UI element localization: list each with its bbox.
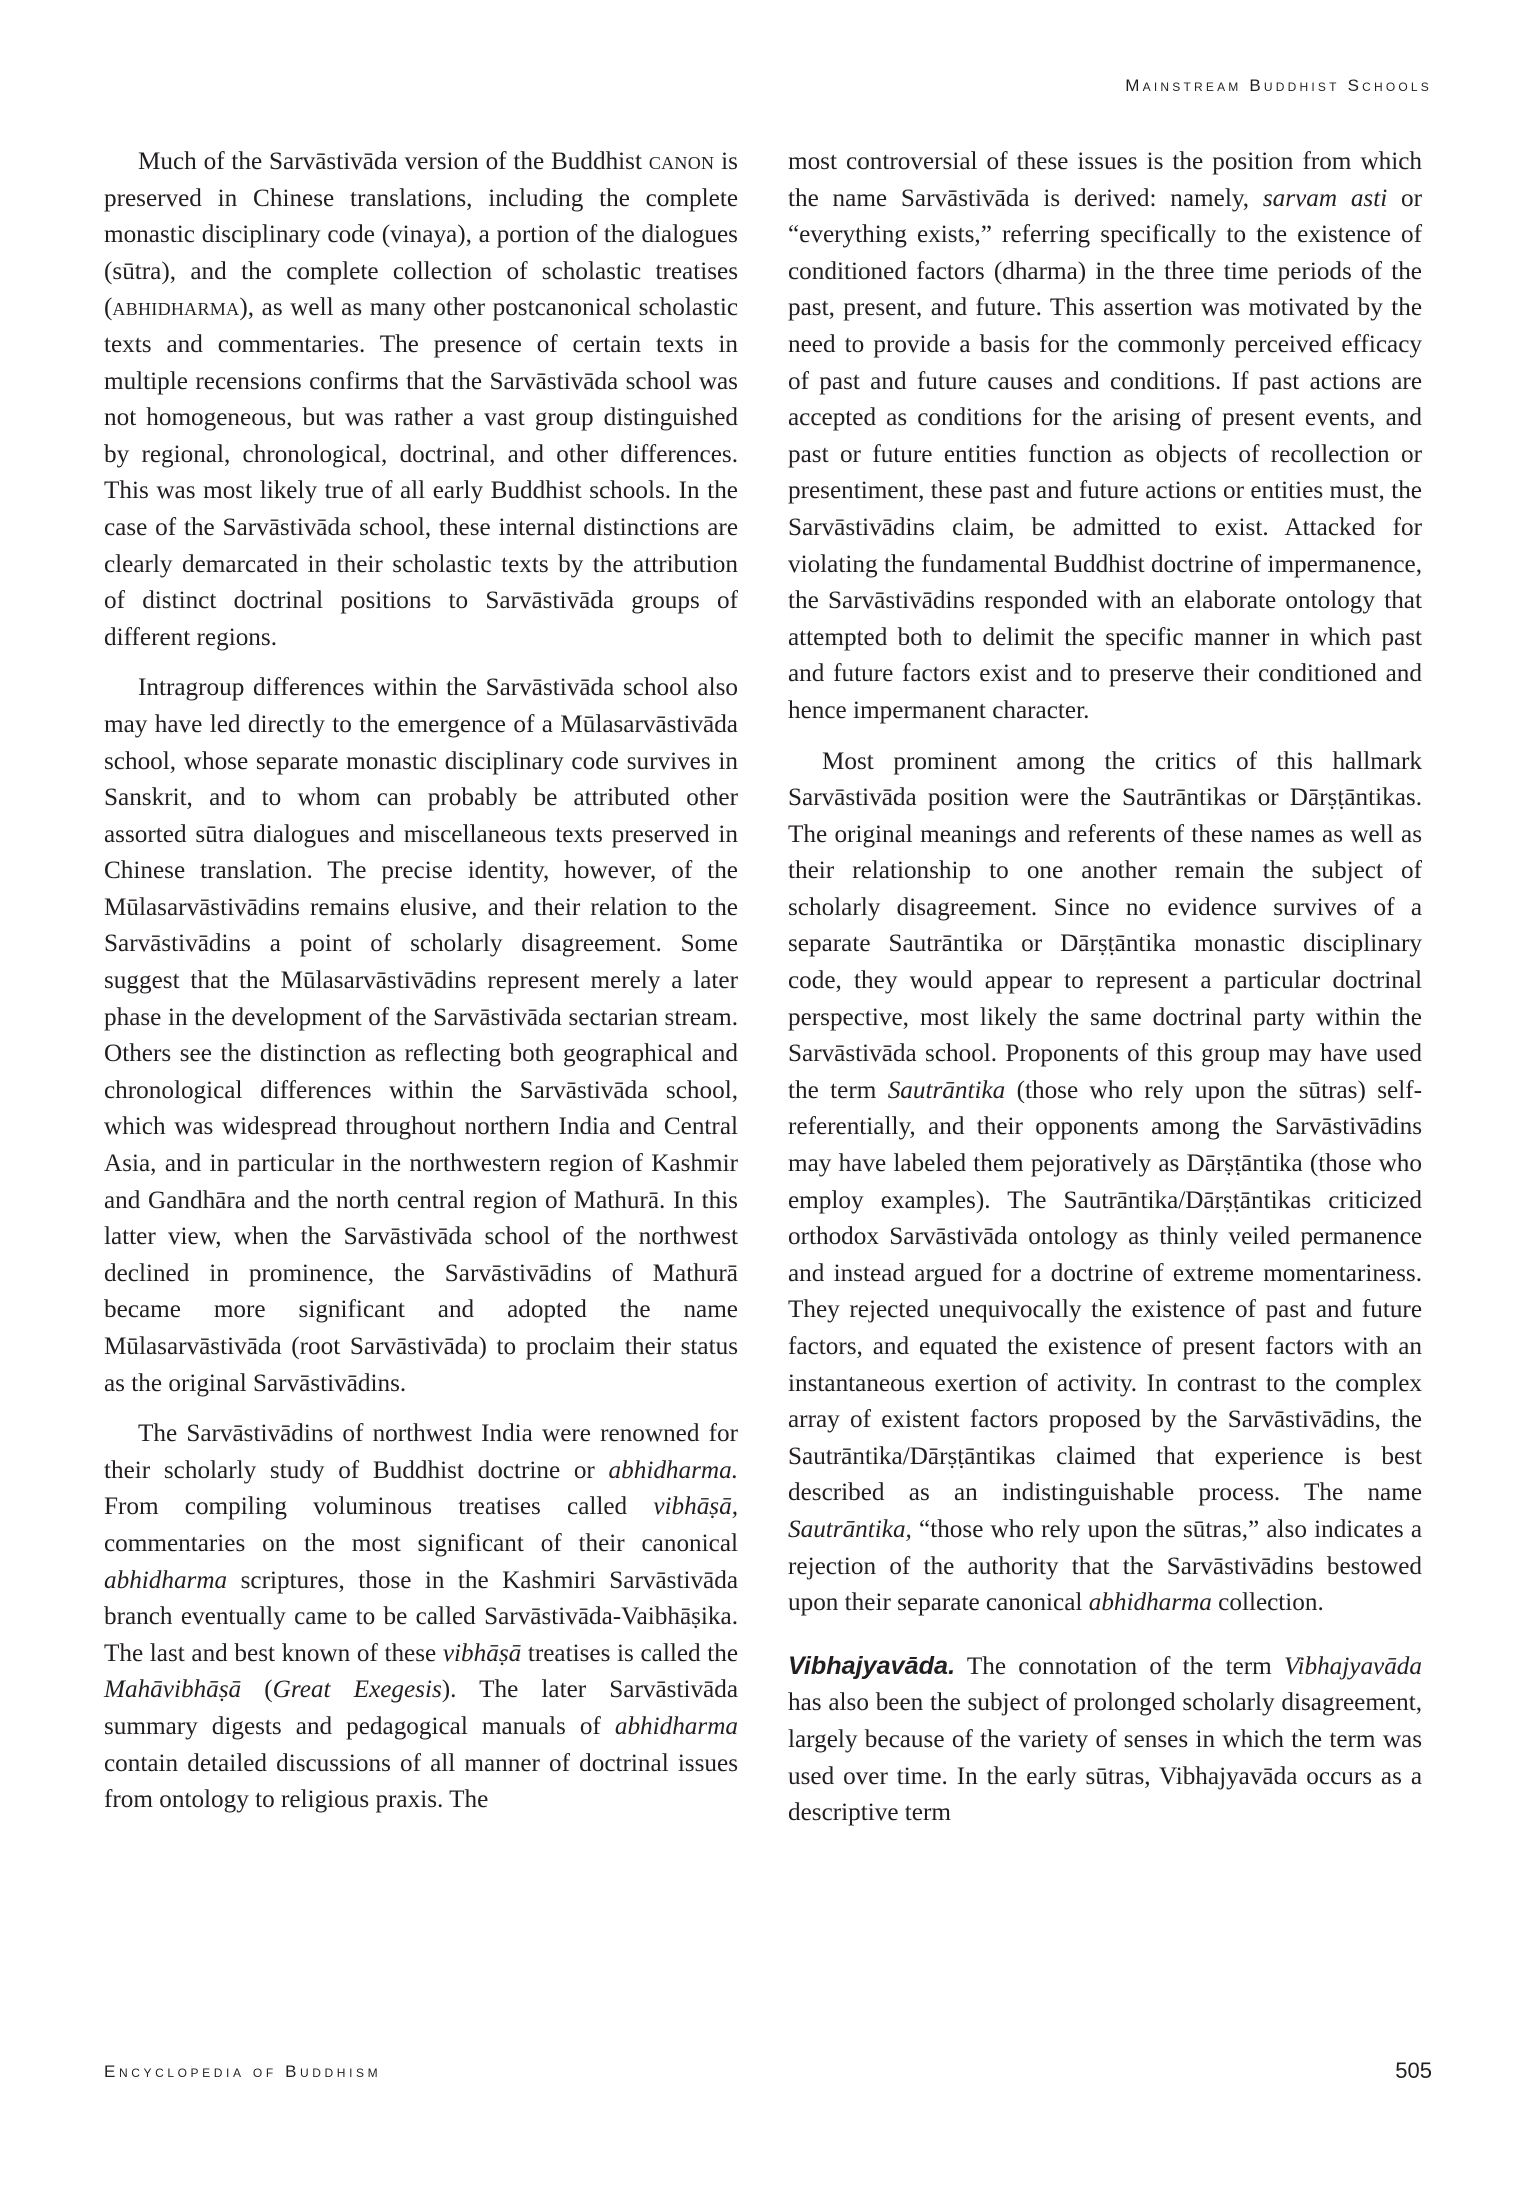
text-run: scriptures, those in the Kashmiri Sarvāstivāda branch eventually came to be called Sarvāstivāda-Vaibhāṣika. The last and best known of these (104, 1566, 738, 1667)
italic-term: Sautrāntika, (788, 1515, 912, 1543)
text-run: or “everything exists,” referring specifically to the existence of conditioned factors (dharma) in the three time periods of the past, present, and future. This assertion was motivated by the need to provide a basis for the commonly perceived efficacy of past and future causes and conditions. If past actions are accepted as conditions for the arising of present events, and past or future entities function as objects of recollection or presentiment, these past and future actions or entities must, the Sarvāstivādins claim, be admitted to exist. Attacked for violating the fundamental Buddhist doctrine of impermanence, the Sarvāstivādins responded with an elaborate ontology that attempted both to delimit the specific manner in which past and future factors exist and to preserve their conditioned and hence impermanent character. (788, 184, 1422, 724)
text-run: The Sarvāstivādins of northwest India were renowned for their scholarly study of Buddhist doctrine or (104, 1420, 738, 1484)
right-column (788, 144, 1422, 1846)
text-run: From compiling voluminous treatises called (104, 1493, 654, 1521)
text-run: collection. (1211, 1589, 1324, 1617)
cross-reference: canon (648, 148, 715, 175)
italic-term: abhidharma (614, 1712, 738, 1740)
italic-term: Mahāvibhāṣā (104, 1676, 242, 1704)
italic-term: abhidharma. (608, 1456, 738, 1484)
text-run: ). The later Sarvāstivāda summary digests and pedagogical manuals of (104, 1676, 738, 1740)
italic-term: vibhāṣā (442, 1639, 522, 1667)
text-run: Most prominent among the critics of this hallmark Sarvāstivāda position were the Sautrāntikas or Dārṣṭāntikas. The original meanings and referents of these names as well as their relationship to one another remain the subject of scholarly disagreement. Since no evidence survives of a separate Sautrāntika or Dārṣṭāntika monastic disciplinary code, they would appear to represent a particular doctrinal perspective, most likely the same doctrinal party within the Sarvāstivāda school. Proponents of this group may have used the term (788, 747, 1422, 1104)
paragraph (104, 670, 738, 1402)
footer-book-title: Encyclopedia of Buddhism (104, 2062, 382, 2081)
paragraph (788, 144, 1422, 730)
text-run: Much of the Sarvāstivāda version of the Buddhist (138, 148, 649, 175)
text-run: most controversial of these issues is the position from which the name Sarvāstivāda is derived: namely, (788, 148, 1422, 212)
page-number: 505 (1395, 2058, 1432, 2083)
text-run: ( (241, 1676, 273, 1704)
italic-term: Vibhajyavāda (1283, 1652, 1422, 1680)
running-head: Mainstream Buddhist Schools (1125, 76, 1432, 95)
italic-term: sarvam asti (1262, 184, 1388, 212)
left-column (104, 144, 738, 1833)
italic-term: vibhāṣā, (653, 1493, 738, 1521)
section-heading: Vibhajyavāda. (788, 1651, 956, 1680)
text-run: The connotation of the term (955, 1652, 1284, 1680)
text-run: has also been the subject of prolonged scholarly disagreement, largely because of the variety of senses in which the term was used over time. In the early sūtras, Vibhajyavāda occurs as a descriptive term (788, 1689, 1422, 1827)
text-run: “those who rely upon the sūtras,” also indicates a rejection of the authority that the Sarvāstivādins bestowed upon their separate canonical (788, 1515, 1422, 1617)
italic-term: abhidharma (104, 1566, 228, 1594)
text-run: treatises is called the (521, 1639, 738, 1667)
text-run: ), as well as many other postcanonical scholastic texts and commentaries. The presence of certain texts in multiple recensions confirms that the Sarvāstivāda school was not homogeneous, but was rather a vast group distinguished by regional, chronological, doctrinal, and other differences. This was most likely true of all early Buddhist schools. In the case of the Sarvāstivāda school, these internal distinctions are clearly demarcated in their scholastic texts by the attribution of distinct doctrinal positions to Sarvāstivāda groups of different regions. (104, 294, 738, 651)
paragraph (104, 144, 738, 656)
paragraph (104, 1416, 738, 1819)
text-run: is preserved in Chinese translations, including the complete monastic disciplinary code (vinaya), a portion of the dialogues (sūtra), and the complete collection of scholastic treatises ( (104, 148, 738, 322)
text-run: Intragroup differences within the Sarvāstivāda school also may have led directly to the emergence of a Mūlasarvāstivāda school, whose separate monastic disciplinary code survives in Sanskrit, and to whom can probably be attributed other assorted sūtra dialogues and miscellaneous texts preserved in Chinese translation. The precise identity, however, of the Mūlasarvāstivādins remains elusive, and their relation to the Sarvāstivādins a point of scholarly disagreement. Some suggest that the Mūlasarvāstivādins represent merely a later phase in the development of the Sarvāstivāda sectarian stream. Others see the distinction as reflecting both geographical and chronological differences within the Sarvāstivāda school, which was widespread throughout northern India and Central Asia, and in particular in the northwestern region of Kashmir and Gandhāra and the north central region of Mathurā. In this latter view, when the Sarvāstivāda school of the northwest declined in prominence, the Sarvāstivādins of Mathurā became more significant and adopted the name Mūlasarvāstivāda (root Sarvāstivāda) to proclaim their status as the original Sarvāstivādins. (104, 674, 738, 1397)
paragraph (788, 744, 1422, 1622)
italic-term: Sautrāntika (887, 1076, 1006, 1104)
text-run: contain detailed discussions of all manner of doctrinal issues from ontology to religious praxis. The (104, 1749, 738, 1814)
section-paragraph-vibhajyavada (788, 1648, 1422, 1832)
text-run: (those who rely upon the sūtras) self-referentially, and their opponents among the Sarvāstivādins may have labeled them pejoratively as Dārṣṭāntika (those who employ examples). The Sautrāntika/Dārṣṭāntikas criticized orthodox Sarvāstivāda ontology as thinly veiled permanence and instead argued for a doctrine of extreme momentariness. They rejected unequivocally the existence of past and future factors, and equated the existence of present factors with an instantaneous exertion of activity. In contrast to the complex array of existent factors proposed by the Sarvāstivādins, the Sautrāntika/Dārṣṭāntikas claimed that experience is best described as an indistinguishable process. The name (788, 1076, 1422, 1507)
cross-reference: abhidharma (112, 294, 240, 322)
italic-term: abhidharma (1088, 1589, 1212, 1617)
text-run: commentaries on the most significant of their canonical (104, 1529, 738, 1557)
italic-term: Great Exegesis (272, 1676, 442, 1704)
